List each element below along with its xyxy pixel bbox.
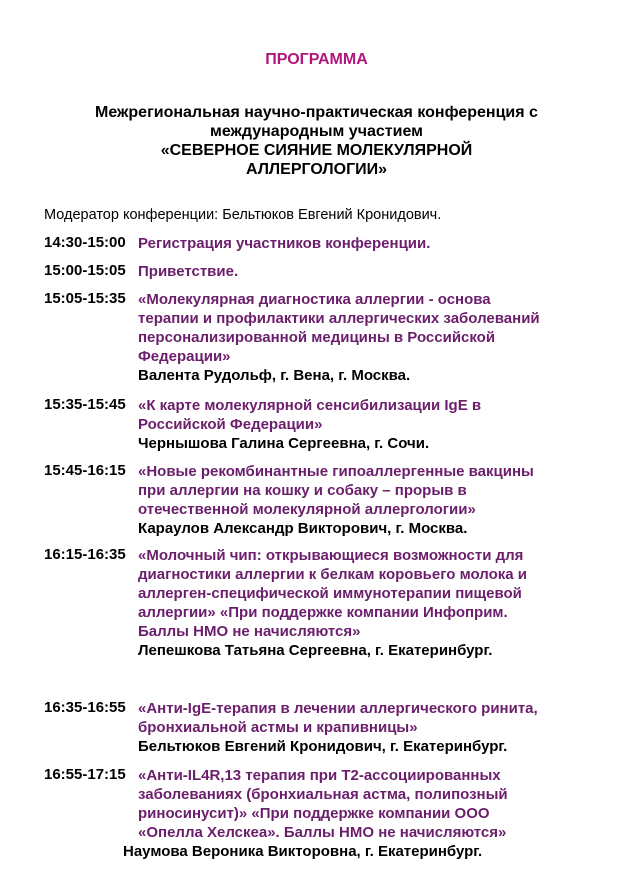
session-title bbox=[138, 766, 608, 842]
conference-title-line: «СЕВЕРНОЕ СИЯНИЕ МОЛЕКУЛЯРНОЙ bbox=[160, 142, 473, 159]
session-title-line: при аллергии на кошку и собаку – прорыв в bbox=[138, 482, 467, 499]
session-speaker: Лепешкова Татьяна Сергеевна, г. Екатеринбург. bbox=[138, 642, 493, 659]
session-time: 15:00-15:05 bbox=[44, 262, 126, 279]
session-title-line: «К карте молекулярной сенсибилизации IgE в bbox=[138, 397, 482, 414]
conference-title-line: АЛЛЕРГОЛОГИИ» bbox=[245, 161, 388, 178]
session-title-line: Регистрация участников конференции. bbox=[138, 235, 431, 252]
session-body bbox=[138, 234, 608, 253]
conference-title bbox=[40, 103, 593, 179]
session-title-line: аллергии» «При поддержке компании Инфоприм. bbox=[138, 604, 508, 621]
session-time: 16:55-17:15 bbox=[44, 766, 126, 783]
session-title-line: Баллы НМО не начисляются» bbox=[138, 623, 361, 640]
session-time: 14:30-15:00 bbox=[44, 234, 126, 251]
session-title-line: бронхиальной астмы и крапивницы» bbox=[138, 719, 418, 736]
session-body bbox=[123, 766, 608, 861]
session-body bbox=[138, 290, 608, 385]
conference-title-line: Межрегиональная научно-практическая конференция с bbox=[95, 104, 538, 121]
session-body bbox=[138, 462, 608, 538]
session-title-line: Федерации» bbox=[138, 348, 231, 365]
page-title: ПРОГРАММА bbox=[265, 51, 368, 68]
session-title bbox=[138, 290, 608, 366]
session-title-line: риносинусит)» «При поддержке компании ООО bbox=[138, 805, 490, 822]
session-time: 15:45-16:15 bbox=[44, 462, 126, 479]
session-title bbox=[138, 546, 608, 641]
session-title bbox=[138, 462, 608, 519]
session-title-line: Российской Федерации» bbox=[138, 416, 323, 433]
moderator-line: Модератор конференции: Бельтюков Евгений Кронидович. bbox=[44, 207, 442, 223]
session-speaker: Наумова Вероника Викторовна, г. Екатеринбург. bbox=[123, 843, 483, 860]
session-body bbox=[138, 699, 608, 756]
session-title bbox=[138, 262, 608, 281]
session-body bbox=[138, 546, 608, 660]
session-title-line: заболеваниях (бронхиальная астма, полипозный bbox=[138, 786, 508, 803]
session-title-line: «Молочный чип: открывающиеся возможности для bbox=[138, 547, 524, 564]
session-title-line: Приветствие. bbox=[138, 263, 239, 280]
session-time: 15:35-15:45 bbox=[44, 396, 126, 413]
session-title bbox=[138, 699, 608, 737]
session-body bbox=[138, 262, 608, 281]
session-title-line: диагностики аллергии к белкам коровьего молока и bbox=[138, 566, 528, 583]
session-title-line: «Молекулярная диагностика аллергии - основа bbox=[138, 291, 491, 308]
session-title-line: «Анти-IgE-терапия в лечении аллергического ринита, bbox=[138, 700, 538, 717]
session-time: 16:35-16:55 bbox=[44, 699, 126, 716]
session-speaker: Чернышова Галина Сергеевна, г. Сочи. bbox=[138, 435, 430, 452]
session-title-line: аллерген-специфической иммунотерапии пищевой bbox=[138, 585, 522, 602]
session-time: 16:15-16:35 bbox=[44, 546, 126, 563]
session-speaker: Караулов Александр Викторович, г. Москва. bbox=[138, 520, 468, 537]
session-title-line: «Анти-IL4R,13 терапия при Т2-ассоциированных bbox=[138, 767, 501, 784]
session-title-line: «Новые рекомбинантные гипоаллергенные вакцины bbox=[138, 463, 534, 480]
session-title-line: отечественной молекулярной аллергологии» bbox=[138, 501, 476, 518]
session-title-line: «Опелла Хелскеа». Баллы НМО не начисляются» bbox=[138, 824, 507, 841]
session-title-line: персонализированной медицины в Российской bbox=[138, 329, 496, 346]
session-speaker: Валента Рудольф, г. Вена, г. Москва. bbox=[138, 367, 411, 384]
session-time: 15:05-15:35 bbox=[44, 290, 126, 307]
session-title bbox=[138, 396, 608, 434]
conference-title-line: международным участием bbox=[210, 123, 423, 140]
session-title-line: терапии и профилактики аллергических заболеваний bbox=[138, 310, 540, 327]
session-body bbox=[138, 396, 608, 453]
session-speaker: Бельтюков Евгений Кронидович, г. Екатеринбург. bbox=[138, 738, 508, 755]
session-title bbox=[138, 234, 608, 253]
